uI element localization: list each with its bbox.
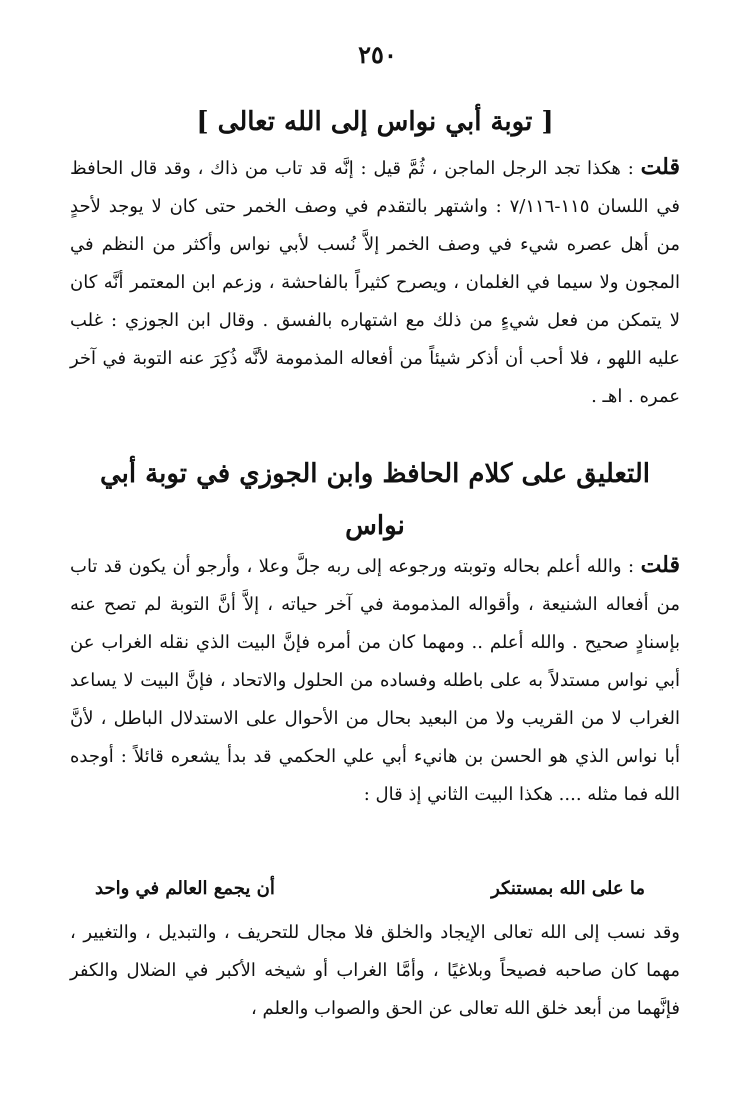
poetry-verse bbox=[95, 872, 645, 906]
paragraph-1-text: : هكذا تجد الرجل الماجن ، ثُمَّ قيل : إنَّه قد تاب من ذاك ، وقد قال الحافظ في اللسان ١١٥-٧/١١٦ : واشتهر بالتقدم في وصف الخمر حتى كان لا يوجد لأحدٍ من أهل عصره شيء في وصف الخمر إلاَّ نُسب لأبي نواس وأكثر من النظم في المجون ولا سيما في الغلمان ، ويصرح كثيراً بالفاحشة ، وزعم ابن المعتمر أنَّه كان لا يتمكن من فعل شيءٍ من ذلك مع اشتهاره بالفسق . وقال ابن الجوزي : غلب عليه اللهو ، فلا أحب أن أذكر شيئاً من أفعاله المذمومة لأنَّه ذُكِرَ عنه التوبة في آخر عمره . اهـ . bbox=[70, 158, 680, 407]
section-heading-commentary: التعليق على كلام الحافظ وابن الجوزي في توبة أبي نواس bbox=[100, 459, 650, 541]
paragraph-3 bbox=[70, 914, 680, 1028]
page-number: ٢٥٠ bbox=[358, 40, 397, 69]
paragraph-2-lead: قلت bbox=[640, 552, 680, 578]
paragraph-1-lead: قلت bbox=[640, 154, 680, 180]
paragraph-1 bbox=[70, 148, 680, 416]
verse-second-half: أن يجمع العالم في واحد bbox=[95, 878, 275, 899]
paragraph-2 bbox=[70, 546, 680, 814]
paragraph-3-text: وقد نسب إلى الله تعالى الإيجاد والخلق فلا مجال للتحريف ، والتبديل ، والتغيير ، مهما كان صاحبه فصيحاً وبلاغيًا ، وأمَّا الغراب أو شيخه الأكبر في الضلال والكفر فإنَّهما من أبعد خلق الله تعالى عن الحق والصواب والعلم ، bbox=[70, 922, 680, 1019]
section-heading-repentance: [ توبة أبي نواس إلى الله تعالى ] bbox=[196, 107, 554, 137]
paragraph-2-text: : والله أعلم بحاله وتوبته ورجوعه إلى ربه جلَّ وعلا ، وأرجو أن يكون قد تاب من أفعاله الشنيعة ، وأقواله المذمومة في آخر حياته ، إلاَّ أنَّ التوبة لم تصح عنه بإسنادٍ صحيح . والله أعلم .. ومهما كان من أمره فإنَّ البيت الذي نقله الغراب عن أبي نواس مستدلاً به على باطله وفساده من الحلول والاتحاد ، فإنَّ البيت لا يساعد الغراب لا من القريب ولا من البعيد بحال من الأحوال على الاستدلال الباطل ، لأنَّ أبا نواس الذي هو الحسن بن هانيء أبي علي الحكمي قد بدأ يشعره قائلاً : أوجده الله فما مثله .... هكذا البيت الثاني إذ قال : bbox=[70, 556, 680, 805]
verse-first-half: ما على الله بمستنكر bbox=[491, 878, 645, 899]
